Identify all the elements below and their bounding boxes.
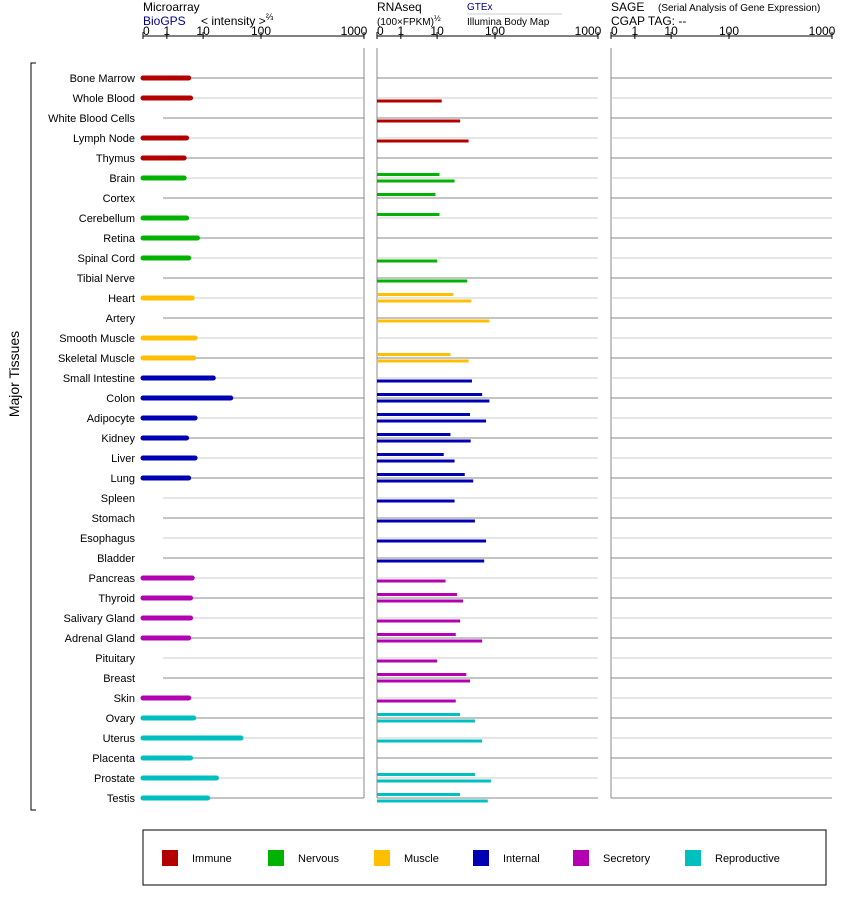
legend-label: Secretory [603, 853, 651, 865]
legend-label: Reproductive [715, 853, 780, 865]
tissue-row [103, 233, 832, 245]
tissue-row [101, 433, 832, 445]
tissue-row [98, 593, 832, 605]
microarray-tick-label: 1000 [340, 24, 368, 38]
legend-label: Internal [503, 853, 540, 865]
legend-item[interactable] [685, 850, 780, 866]
rnaseq-title: RNAseq [377, 0, 422, 14]
tissue-row [97, 553, 832, 565]
tissue-label[interactable]: Adrenal Gland [64, 633, 135, 645]
sage-tick-label: 100 [718, 24, 740, 38]
sage-tick-label: 10 [664, 24, 678, 38]
tissue-row [106, 713, 832, 725]
tissue-label[interactable]: Skin [113, 693, 135, 705]
microarray-tick-label: 10 [196, 24, 210, 38]
tissue-label[interactable]: Lymph Node [73, 133, 135, 145]
tissue-label[interactable]: Pituitary [95, 653, 135, 665]
tissue-label[interactable]: Uterus [102, 733, 135, 745]
tissue-label[interactable]: Retina [103, 233, 135, 245]
legend-item[interactable] [573, 850, 651, 866]
tissue-row [95, 653, 832, 665]
legend-swatch [473, 850, 489, 866]
microarray-title: Microarray [143, 0, 200, 14]
legend-swatch [162, 850, 178, 866]
tissue-row [109, 173, 832, 185]
tissue-label[interactable]: Tibial Nerve [76, 273, 135, 285]
tissue-label[interactable]: Cortex [102, 193, 135, 205]
legend-swatch [573, 850, 589, 866]
legend-label: Immune [192, 853, 232, 865]
sage-tag-line: CGAP TAG: -- [611, 14, 687, 28]
tissue-label[interactable]: White Blood Cells [48, 113, 135, 125]
legend-item[interactable] [162, 850, 232, 866]
tissue-row [111, 473, 832, 485]
tissue-label[interactable]: Pancreas [88, 573, 135, 585]
sage-tick-label: 1 [631, 24, 639, 38]
tissue-label[interactable]: Cerebellum [78, 213, 135, 225]
tissue-label[interactable]: Bone Marrow [69, 73, 135, 85]
tissue-row [89, 573, 832, 585]
tissue-label[interactable]: Liver [111, 453, 135, 465]
legend-item[interactable] [268, 850, 339, 866]
rnaseq-metric-prefix: (100×FPKM) [377, 17, 434, 28]
bars-layer [143, 78, 491, 801]
tissue-label[interactable]: Spinal Cord [77, 253, 135, 265]
tissue-label[interactable]: Prostate [94, 773, 135, 785]
microarray-metric-prefix: < intensity > [201, 14, 266, 28]
rnaseq-source-illumina: Illumina Body Map [467, 17, 550, 28]
tissue-label[interactable]: Adipocyte [86, 413, 135, 425]
tissue-row [101, 493, 832, 505]
tissue-row [114, 693, 832, 705]
sage-subtitle: (Serial Analysis of Gene Expression) [658, 3, 821, 14]
microarray-tick-label: 0 [143, 24, 150, 38]
tissue-row [111, 453, 832, 465]
tissue-label[interactable]: Breast [103, 673, 135, 685]
legend-label: Nervous [298, 853, 339, 865]
rnaseq-source-gtex-link[interactable]: GTEx [467, 2, 493, 13]
microarray-tick-label: 100 [250, 24, 272, 38]
tissue-label[interactable]: Testis [106, 793, 135, 805]
legend-swatch [268, 850, 284, 866]
tissue-label[interactable]: Thymus [95, 153, 135, 165]
rnaseq-tick-label: 1 [397, 24, 405, 38]
tissue-label[interactable]: Lung [110, 473, 135, 485]
tissue-label[interactable]: Thyroid [98, 593, 135, 605]
tissue-label[interactable]: Brain [109, 173, 135, 185]
microarray-tick-label: 1 [163, 24, 171, 38]
tissue-label[interactable]: Spleen [100, 493, 135, 505]
tissue-row [96, 153, 832, 165]
tissue-label[interactable]: Whole Blood [72, 93, 135, 105]
tissue-row [77, 273, 832, 285]
rnaseq-tick-label: 10 [430, 24, 444, 38]
tissue-label[interactable]: Artery [105, 313, 135, 325]
tissue-label[interactable]: Small Intestine [62, 373, 135, 385]
tissue-row [106, 313, 832, 325]
tissue-label[interactable]: Placenta [92, 753, 135, 765]
tissue-label[interactable]: Smooth Muscle [59, 333, 135, 345]
tissue-row [107, 793, 832, 805]
y-group-label: Major Tissues [6, 330, 22, 418]
tissue-row [92, 513, 832, 525]
rnaseq-metric-exponent: ½ [433, 14, 441, 23]
tissue-label[interactable]: Esophagus [79, 533, 135, 545]
sage-title: SAGE [611, 0, 645, 14]
tissue-label[interactable]: Salivary Gland [63, 613, 135, 625]
tissue-label[interactable]: Ovary [105, 713, 135, 725]
axes-layer [143, 24, 836, 798]
tissue-label[interactable]: Skeletal Muscle [57, 353, 135, 365]
tissue-row [103, 673, 832, 685]
tissue-label[interactable]: Kidney [101, 433, 135, 445]
rnaseq-tick-label: 100 [484, 24, 506, 38]
legend-label: Muscle [404, 853, 439, 865]
legend-item[interactable] [374, 850, 439, 866]
legend-item[interactable] [473, 850, 540, 866]
sage-tick-label: 1000 [808, 24, 836, 38]
tissue-label[interactable]: Heart [108, 293, 135, 305]
tissue-label[interactable]: Stomach [91, 513, 135, 525]
sage-tick-label: 0 [611, 24, 618, 38]
microarray-source-link[interactable]: BioGPS [143, 14, 186, 28]
tissue-group-bracket [31, 63, 36, 810]
tissue-row [79, 213, 832, 225]
tissue-row [103, 193, 832, 205]
tissue-label[interactable]: Bladder [97, 553, 135, 565]
rnaseq-tick-label: 1000 [574, 24, 602, 38]
microarray-metric-exponent: ⅔ [265, 12, 274, 22]
tissue-row [92, 753, 832, 765]
tissue-row [48, 113, 832, 125]
legend-swatch [685, 850, 701, 866]
tissue-row [80, 533, 832, 545]
tissue-row [108, 293, 832, 305]
tissue-label[interactable]: Colon [106, 393, 135, 405]
legend-swatch [374, 850, 390, 866]
rnaseq-tick-label: 0 [377, 24, 384, 38]
